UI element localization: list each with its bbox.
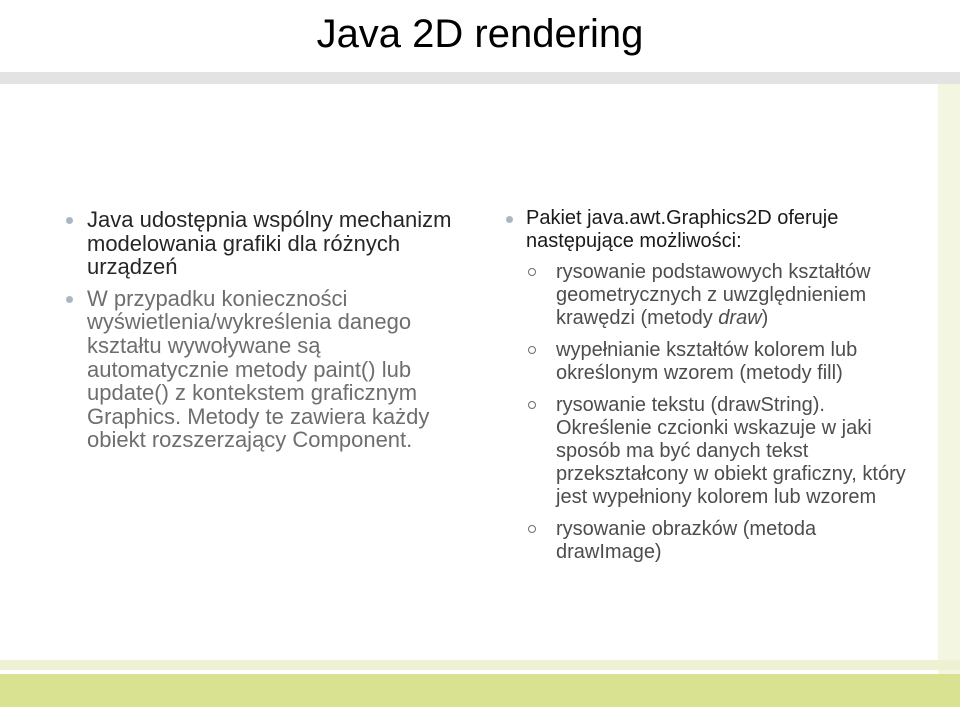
- sub-bullet-item: [526, 518, 926, 564]
- right-column: [506, 207, 926, 573]
- ring-bullet-icon: [528, 268, 536, 276]
- sub-bullet-text: rysowanie obrazków (metoda drawImage): [556, 518, 817, 563]
- bullet-dot-icon: [506, 216, 513, 223]
- bullet-dot-icon: [66, 217, 73, 224]
- sub-bullet-item: [526, 339, 926, 385]
- left-bullet-item: [66, 208, 466, 279]
- ring-bullet-icon: [528, 346, 536, 354]
- sub-bullet-text-before: rysowanie podstawowych kształtów geometrycznych z uwzględnieniem krawędzi (metody: [556, 261, 871, 329]
- sub-bullet-item: [526, 394, 926, 509]
- left-bullet-item: [66, 287, 466, 452]
- sub-bullet-text-after: ): [761, 307, 769, 329]
- sub-bullet-item: [526, 261, 926, 330]
- header-bar: [0, 72, 960, 84]
- ring-bullet-icon: [528, 401, 536, 409]
- sub-bullet-text: wypełnianie kształtów kolorem lub określonym wzorem (metody fill): [556, 339, 858, 384]
- footer-bar: [0, 674, 960, 707]
- bullet-dot-icon: [66, 296, 73, 303]
- left-column: [66, 208, 466, 452]
- slide-title: Java 2D rendering: [316, 12, 644, 56]
- right-bullet-text: Pakiet java.awt.Graphics2D oferuje następujące możliwości:: [526, 207, 839, 252]
- left-bullet-text: W przypadku konieczności wyświetlenia/wykreślenia danego kształtu wywoływane są automatycznie metody paint() lub update() z kontekstem graficznym Graphics. Metody te zawiera każdy obiekt rozszerzający Component.: [87, 285, 430, 453]
- sub-bullet-text-emphasis: draw: [718, 307, 762, 329]
- right-bullet-item: [506, 207, 926, 253]
- ring-bullet-icon: [528, 525, 536, 533]
- sub-bullet-text: rysowanie tekstu (drawString). Określenie czcionki wskazuje w jaki sposób ma być danych tekst przekształcony w obiekt graficzny, który jest wypełniony kolorem lub wzorem: [556, 394, 906, 508]
- side-decoration-bar: [938, 84, 960, 674]
- left-bullet-text: Java udostępnia wspólny mechanizm modelowania grafiki dla różnych urządzeń: [87, 207, 452, 280]
- footer-line: [0, 660, 960, 670]
